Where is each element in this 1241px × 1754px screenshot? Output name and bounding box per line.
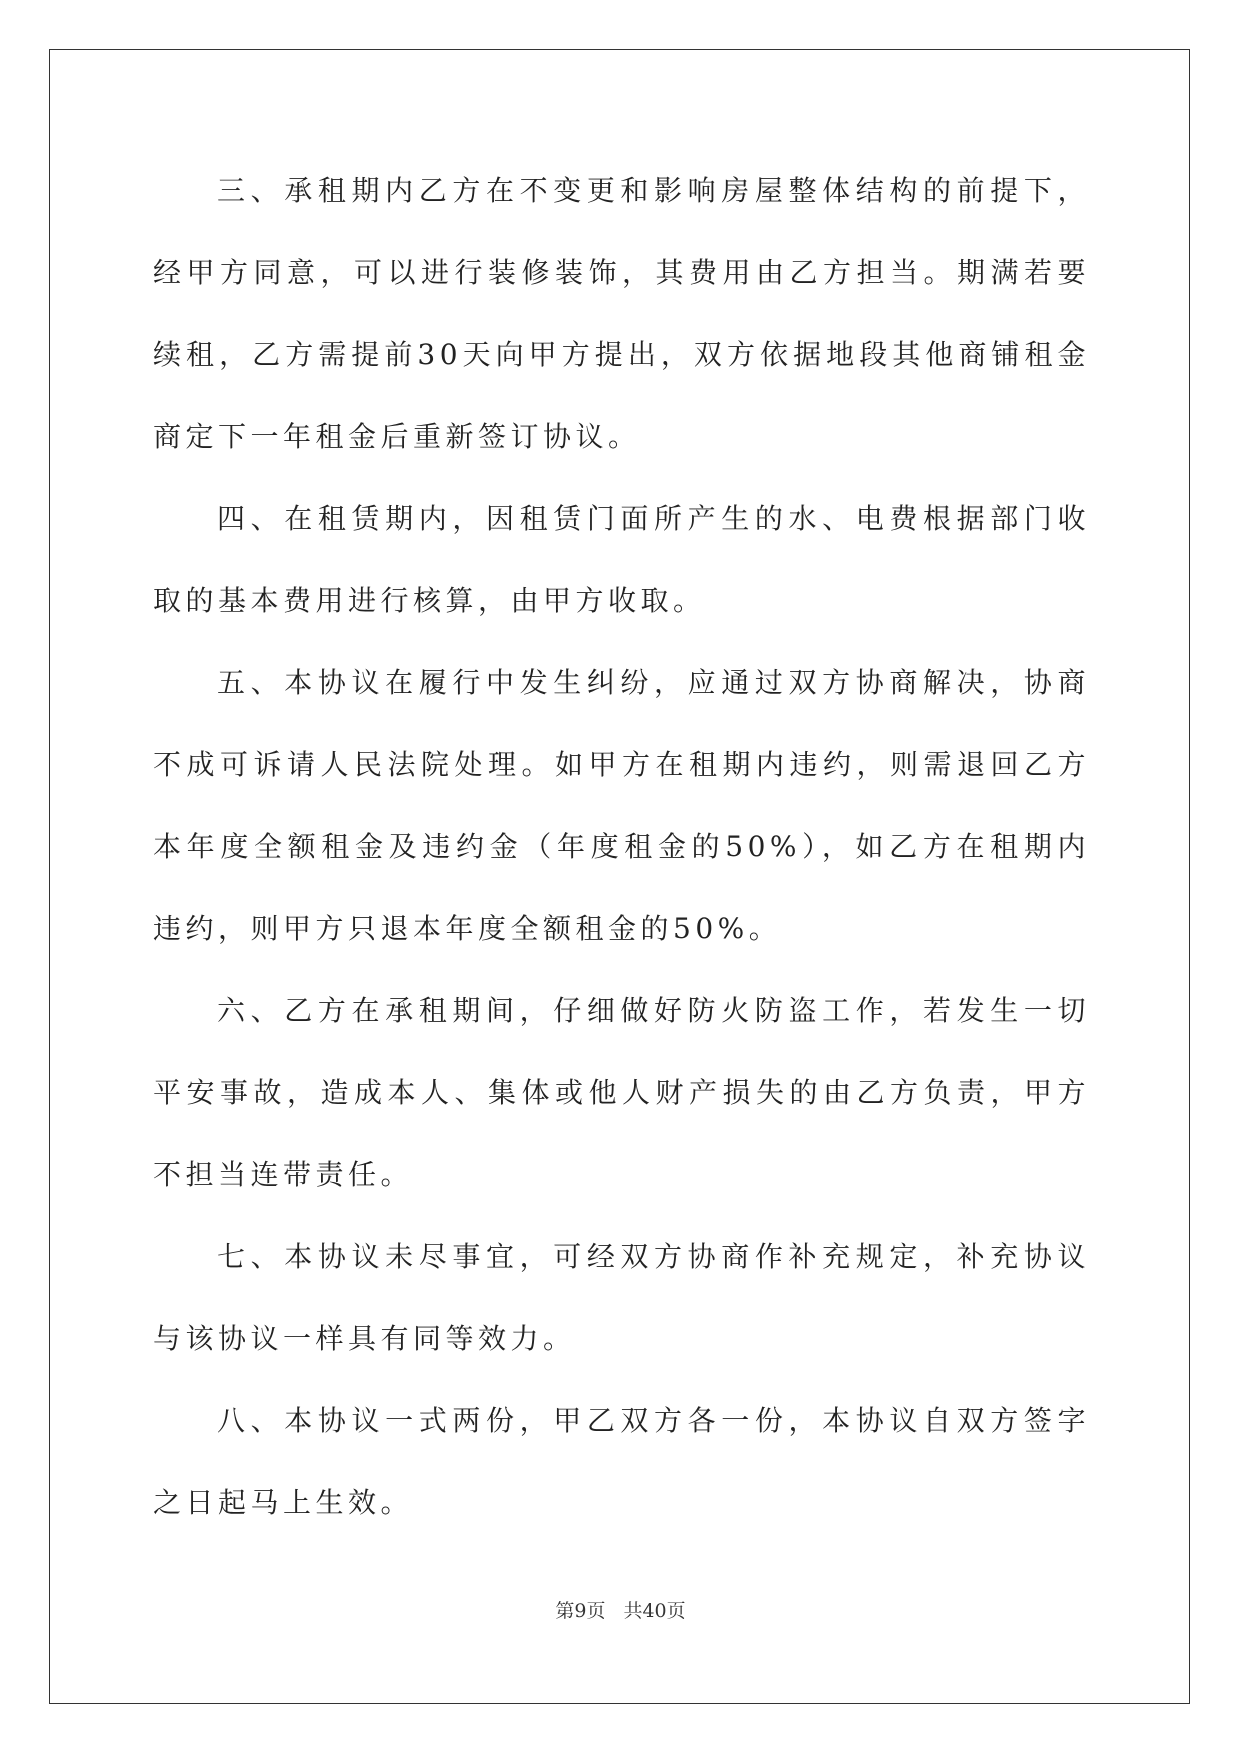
paragraph-clause-7: 七、本协议未尽事宜，可经双方协商作补充规定，补充协议与该协议一样具有同等效力。 (153, 1240, 1090, 1355)
page-total: 共40页 (623, 1600, 686, 1622)
paragraph-clause-3: 三、承租期内乙方在不变更和影响房屋整体结构的前提下，经甲方同意，可以进行装修装饰，其费用由乙方担当。期满若要续租，乙方需提前30天向甲方提出，双方依据地段其他商铺租金商定下一年租金后重新签订协议。 (153, 174, 1090, 453)
page-number: 第9页 (555, 1600, 606, 1622)
paragraph-clause-8: 八、本协议一式两份，甲乙双方各一份，本协议自双方签字之日起马上生效。 (153, 1404, 1090, 1519)
paragraph-clause-5: 五、本协议在履行中发生纠纷，应通过双方协商解决，协商不成可诉请人民法院处理。如甲方在租期内违约，则需退回乙方本年度全额租金及违约金（年度租金的50%），如乙方在租期内违约，则甲方只退本年度全额租金的50%。 (153, 666, 1090, 945)
page-footer (0, 1596, 1241, 1623)
document-body (153, 150, 1090, 1544)
paragraph-clause-6: 六、乙方在承租期间，仔细做好防火防盗工作，若发生一切平安事故，造成本人、集体或他人财产损失的由乙方负责，甲方不担当连带责任。 (153, 994, 1090, 1191)
paragraph-clause-4: 四、在租赁期内，因租赁门面所产生的水、电费根据部门收取的基本费用进行核算，由甲方收取。 (153, 502, 1090, 617)
